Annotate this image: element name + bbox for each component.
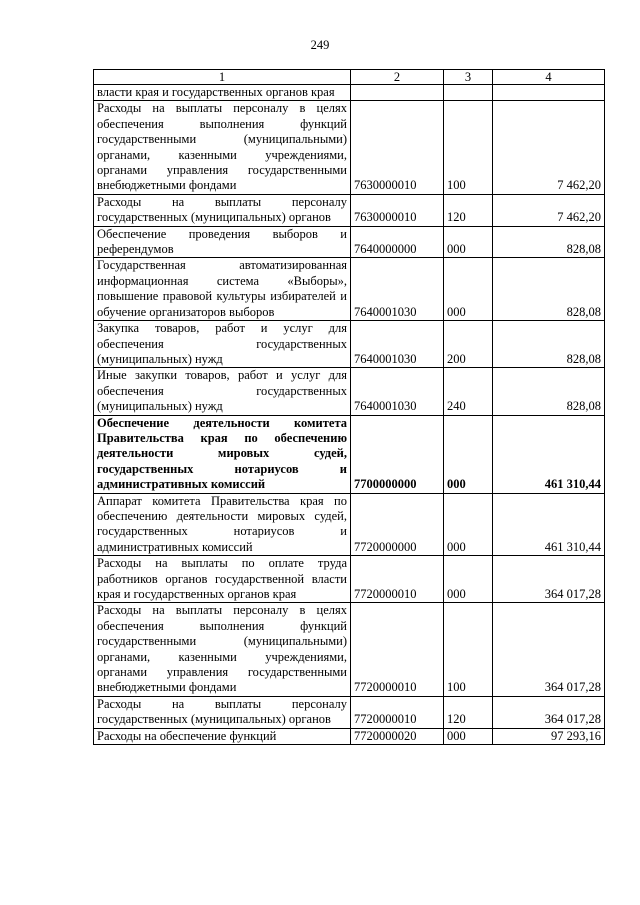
row-kvr: 000 bbox=[444, 556, 493, 603]
row-amount: 828,08 bbox=[493, 226, 605, 258]
row-kvr: 120 bbox=[444, 696, 493, 728]
row-amount: 7 462,20 bbox=[493, 101, 605, 194]
row-kvr: 100 bbox=[444, 101, 493, 194]
row-code: 7630000010 bbox=[351, 101, 444, 194]
header-col-2: 2 bbox=[351, 70, 444, 85]
row-code bbox=[351, 85, 444, 101]
row-kvr: 000 bbox=[444, 415, 493, 493]
row-name: Расходы на обеспечение функций bbox=[94, 728, 351, 744]
row-amount: 7 462,20 bbox=[493, 194, 605, 226]
row-code: 7640001030 bbox=[351, 258, 444, 321]
table-row bbox=[94, 603, 605, 696]
row-amount: 828,08 bbox=[493, 321, 605, 368]
row-name: Закупка товаров, работ и услуг для обеспечения государственных (муниципальных) нужд bbox=[94, 321, 351, 368]
row-code: 7640000000 bbox=[351, 226, 444, 258]
table-row bbox=[94, 556, 605, 603]
header-row bbox=[94, 70, 605, 85]
row-code: 7630000010 bbox=[351, 194, 444, 226]
table-row bbox=[94, 226, 605, 258]
row-amount: 828,08 bbox=[493, 258, 605, 321]
row-kvr: 000 bbox=[444, 226, 493, 258]
table-row bbox=[94, 493, 605, 556]
table-row bbox=[94, 258, 605, 321]
row-code: 7720000020 bbox=[351, 728, 444, 744]
table-row bbox=[94, 194, 605, 226]
row-name: Аппарат комитета Правительства края по обеспечению деятельности мировых судей, государственных нотариусов и административных комиссий bbox=[94, 493, 351, 556]
table-row bbox=[94, 85, 605, 101]
header-col-3: 3 bbox=[444, 70, 493, 85]
row-code: 7700000000 bbox=[351, 415, 444, 493]
row-amount: 828,08 bbox=[493, 368, 605, 415]
row-code: 7720000000 bbox=[351, 493, 444, 556]
row-name: власти края и государственных органов края bbox=[94, 85, 351, 101]
table-row bbox=[94, 101, 605, 194]
row-name: Расходы на выплаты по оплате труда работников органов государственной власти края и государственных органов края bbox=[94, 556, 351, 603]
row-kvr bbox=[444, 85, 493, 101]
row-amount: 97 293,16 bbox=[493, 728, 605, 744]
row-amount: 364 017,28 bbox=[493, 696, 605, 728]
row-name: Расходы на выплаты персоналу государственных (муниципальных) органов bbox=[94, 194, 351, 226]
row-code: 7640001030 bbox=[351, 321, 444, 368]
budget-table bbox=[93, 69, 605, 745]
row-name: Расходы на выплаты персоналу в целях обеспечения выполнения функций государственными (муниципальными) органами, казенными учреждениями, органами управления государственными внебюджетными фондами bbox=[94, 101, 351, 194]
table-row bbox=[94, 696, 605, 728]
row-amount: 364 017,28 bbox=[493, 603, 605, 696]
page-number: 249 bbox=[310, 38, 330, 52]
row-kvr: 100 bbox=[444, 603, 493, 696]
table-row bbox=[94, 415, 605, 493]
table-row bbox=[94, 728, 605, 744]
row-name: Обеспечение деятельности комитета Правительства края по обеспечению деятельности мировых судей, государственных нотариусов и административных комиссий bbox=[94, 415, 351, 493]
row-kvr: 000 bbox=[444, 728, 493, 744]
row-name: Обеспечение проведения выборов и референдумов bbox=[94, 226, 351, 258]
table-row bbox=[94, 368, 605, 415]
row-amount: 364 017,28 bbox=[493, 556, 605, 603]
table-body bbox=[94, 85, 605, 745]
header-col-1: 1 bbox=[94, 70, 351, 85]
row-name: Расходы на выплаты персоналу в целях обеспечения выполнения функций государственными (муниципальными) органами, казенными учреждениями, органами управления государственными внебюджетными фондами bbox=[94, 603, 351, 696]
header-col-4: 4 bbox=[493, 70, 605, 85]
row-name: Государственная автоматизированная информационная система «Выборы», повышение правовой культуры избирателей и обучение организаторов выборов bbox=[94, 258, 351, 321]
row-code: 7640001030 bbox=[351, 368, 444, 415]
row-kvr: 240 bbox=[444, 368, 493, 415]
row-name: Расходы на выплаты персоналу государственных (муниципальных) органов bbox=[94, 696, 351, 728]
row-code: 7720000010 bbox=[351, 603, 444, 696]
row-code: 7720000010 bbox=[351, 696, 444, 728]
row-kvr: 000 bbox=[444, 493, 493, 556]
row-code: 7720000010 bbox=[351, 556, 444, 603]
row-amount: 461 310,44 bbox=[493, 415, 605, 493]
row-amount: 461 310,44 bbox=[493, 493, 605, 556]
table-row bbox=[94, 321, 605, 368]
row-kvr: 200 bbox=[444, 321, 493, 368]
row-amount bbox=[493, 85, 605, 101]
row-name: Иные закупки товаров, работ и услуг для обеспечения государственных (муниципальных) нужд bbox=[94, 368, 351, 415]
row-kvr: 120 bbox=[444, 194, 493, 226]
row-kvr: 000 bbox=[444, 258, 493, 321]
